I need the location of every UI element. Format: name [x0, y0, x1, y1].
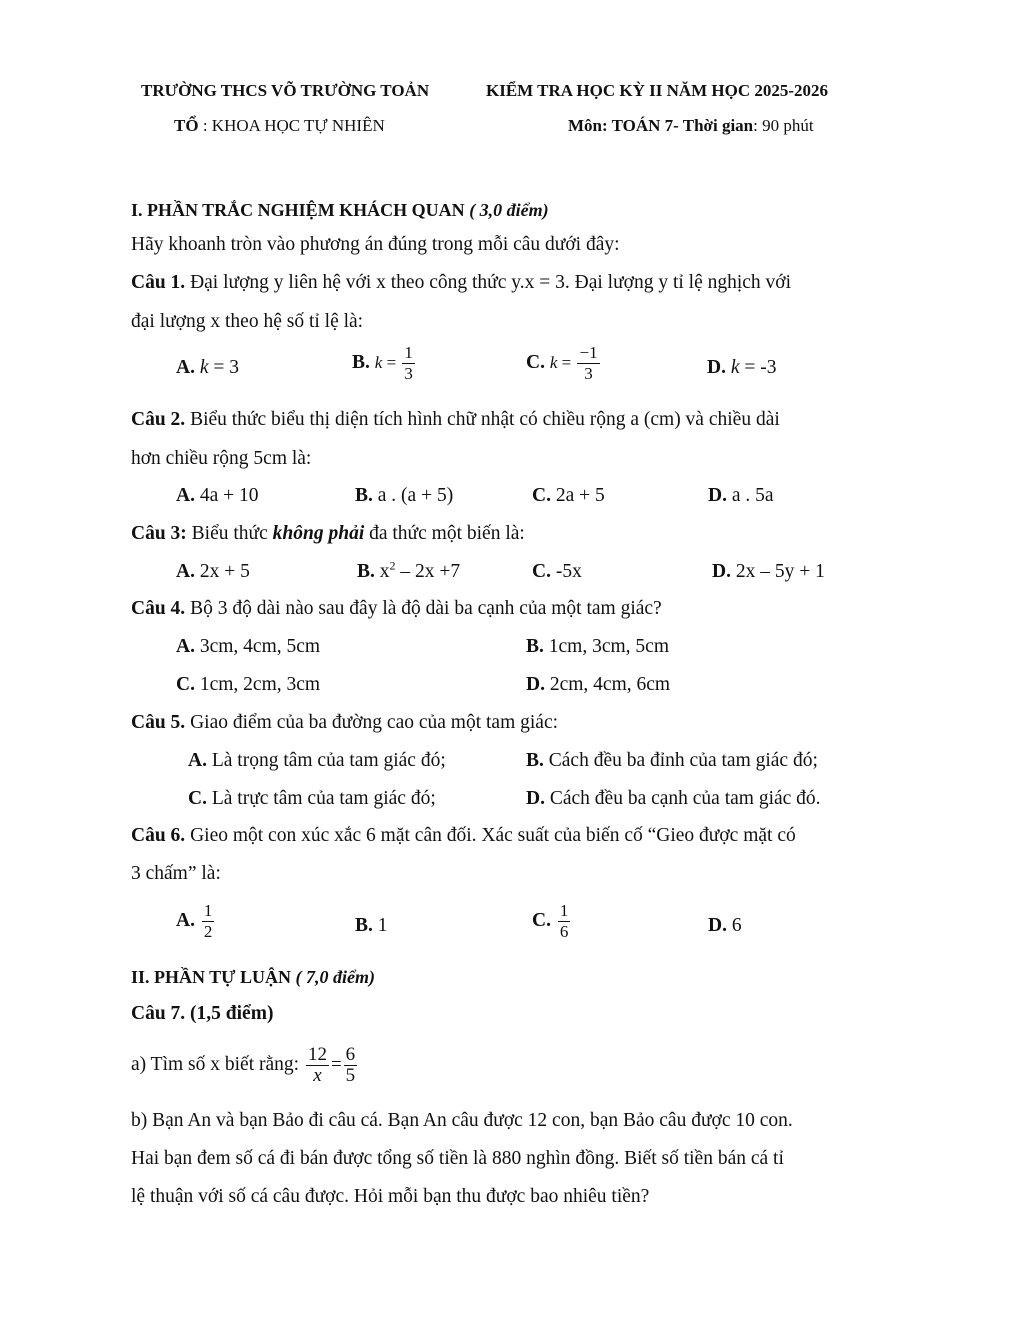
q7-a-equals: =	[330, 1054, 342, 1075]
q2-d-text: a . 5a	[726, 485, 774, 506]
q7-a-fraction-left	[306, 1045, 329, 1086]
q6-a-label: A.	[176, 909, 195, 931]
part2-heading	[131, 964, 375, 990]
q5-text: Giao điểm của ba đường cao của một tam giác:	[185, 712, 559, 733]
q1-b-num: 1	[404, 343, 413, 362]
q1-a-var: k	[199, 357, 209, 378]
q2-option-b	[355, 483, 453, 509]
q3-line	[131, 521, 525, 547]
q7-a-num-left: 12	[307, 1044, 327, 1066]
q5-a-label: A.	[188, 750, 207, 771]
q5-b-label: B.	[526, 750, 544, 771]
q7-a-num-right: 6	[345, 1044, 356, 1066]
q6-d-label: D.	[708, 915, 727, 936]
subject-value: : 90 phút	[753, 116, 814, 135]
q6-option-d	[708, 913, 742, 939]
q5-option-c	[188, 786, 436, 812]
q2-text: Biểu thức biểu thị diện tích hình chữ nhật có chiều rộng a (cm) và chiều dài	[185, 409, 780, 430]
q5-c-label: C.	[188, 788, 207, 809]
q1-option-a	[176, 355, 239, 381]
q5-d-label: D.	[526, 788, 545, 809]
school-name: TRƯỜNG THCS VÕ TRƯỜNG TOẢN	[141, 81, 430, 100]
department-label: TỔ	[174, 116, 199, 135]
q1-a-value: = 3	[208, 357, 239, 378]
q3-emphasis: không phải	[272, 523, 365, 544]
q2-a-label: A.	[176, 485, 195, 506]
q6-text: Gieo một con xúc xắc 6 mặt cân đối. Xác suất của biến cố “Gieo được mặt có	[185, 825, 796, 846]
q3-b-base: x	[374, 561, 390, 582]
q5-b-text: Cách đều ba đỉnh của tam giác đó;	[543, 750, 818, 771]
q5-label: Câu 5.	[131, 712, 186, 733]
part2-title: II. PHẦN TỰ LUẬN	[131, 967, 292, 987]
q1-b-var: k	[374, 352, 383, 372]
subject-line	[568, 113, 814, 139]
q4-option-b	[526, 634, 669, 660]
q1-d-value: = -3	[739, 357, 777, 378]
q1-c-label: C.	[526, 351, 545, 373]
q5-option-b	[526, 748, 818, 774]
q6-c-fraction	[558, 901, 571, 942]
q3-d-label: D.	[712, 561, 731, 582]
q2-line1	[131, 407, 780, 433]
q7-b-line1: b) Bạn An và bạn Bảo đi câu cá. Bạn An câu được 12 con, bạn Bảo câu được 10 con.	[131, 1110, 793, 1131]
q1-c-den: 3	[584, 364, 593, 383]
q2-option-a	[176, 483, 259, 509]
q4-option-c	[176, 672, 320, 698]
q1-b-fraction	[402, 343, 415, 384]
q3-c-text: -5x	[550, 561, 582, 582]
q4-d-text: 2cm, 4cm, 6cm	[544, 674, 671, 695]
q4-d-label: D.	[526, 674, 545, 695]
q2-b-label: B.	[355, 485, 373, 506]
department-line	[174, 113, 385, 139]
q6-option-c	[532, 901, 572, 942]
q2-a-text: 4a + 10	[194, 485, 259, 506]
q3-b-rest: – 2x +7	[395, 561, 461, 582]
q4-b-label: B.	[526, 636, 544, 657]
q4-line	[131, 596, 662, 622]
q1-text: Đại lượng y liên hệ với x theo công thức y.x = 3. Đại lượng y tỉ lệ nghịch với	[185, 272, 792, 293]
q6-a-den: 2	[203, 922, 213, 941]
q4-option-a	[176, 634, 320, 660]
part1-instruction: Hãy khoanh tròn vào phương án đúng trong mỗi câu dưới đây:	[131, 234, 620, 255]
part1-points: ( 3,0 điểm)	[464, 200, 549, 220]
q1-c-eq: =	[557, 352, 576, 372]
part2-points: ( 7,0 điểm)	[291, 967, 375, 987]
q3-b-label: B.	[357, 561, 375, 582]
part1-heading	[131, 197, 549, 223]
q6-c-num: 1	[559, 901, 569, 920]
q7-label: Câu 7. (1,5 điểm)	[131, 1003, 274, 1024]
q5-option-a	[188, 748, 446, 774]
part1-title: I. PHẦN TRẮC NGHIỆM KHÁCH QUAN	[131, 200, 465, 220]
q2-d-label: D.	[708, 485, 727, 506]
q2-label: Câu 2.	[131, 409, 186, 430]
q6-line2: 3 chấm” là:	[131, 863, 221, 884]
q5-a-text: Là trọng tâm của tam giác đó;	[206, 750, 446, 771]
q1-option-b	[352, 343, 417, 384]
q2-option-d	[708, 483, 774, 509]
q3-b-exponent: 2	[389, 558, 396, 573]
q6-c-label: C.	[532, 909, 551, 931]
q3-option-b	[357, 559, 460, 585]
q1-a-label: A.	[176, 357, 195, 378]
q4-option-d	[526, 672, 670, 698]
q3-option-d	[712, 559, 825, 585]
q2-c-label: C.	[532, 485, 551, 506]
q6-d-text: 6	[726, 915, 742, 936]
q3-label: Câu 3:	[131, 523, 187, 544]
q6-option-b	[355, 913, 388, 939]
q5-c-text: Là trực tâm của tam giác đó;	[206, 788, 436, 809]
q7-a-text: a) Tìm số x biết rằng:	[131, 1054, 304, 1075]
q7-a-fraction-right	[344, 1045, 358, 1086]
q3-d-text: 2x – 5y + 1	[730, 561, 825, 582]
q1-label: Câu 1.	[131, 272, 186, 293]
q3-c-label: C.	[532, 561, 551, 582]
q3-text-post: đa thức một biến là:	[364, 523, 525, 544]
q4-a-label: A.	[176, 636, 195, 657]
q1-b-label: B.	[352, 351, 370, 373]
q5-option-d	[526, 786, 821, 812]
q4-b-text: 1cm, 3cm, 5cm	[543, 636, 669, 657]
q1-option-c	[526, 343, 602, 384]
q1-line1	[131, 270, 791, 296]
subject-label: Môn: TOÁN 7- Thời gian	[568, 116, 754, 135]
q3-option-a	[176, 559, 250, 585]
q6-line1	[131, 823, 796, 849]
q6-b-text: 1	[372, 915, 388, 936]
q2-line2: hơn chiều rộng 5cm là:	[131, 448, 312, 469]
q6-a-fraction	[202, 901, 215, 942]
q6-a-num: 1	[203, 901, 213, 920]
q3-a-label: A.	[176, 561, 195, 582]
q4-label: Câu 4.	[131, 598, 186, 619]
q6-option-a	[176, 901, 216, 942]
q1-c-var: k	[549, 352, 558, 372]
q6-c-den: 6	[559, 922, 569, 941]
q3-text-pre: Biểu thức	[186, 523, 273, 544]
q7-part-a	[131, 1040, 359, 1090]
q2-c-text: 2a + 5	[550, 485, 605, 506]
exam-title: KIỂM TRA HỌC KỲ II NĂM HỌC 2025-2026	[486, 81, 829, 100]
q1-d-var: k	[730, 357, 740, 378]
department-value: : KHOA HỌC TỰ NHIÊN	[198, 116, 385, 135]
q1-b-den: 3	[404, 364, 413, 383]
q2-b-text: a . (a + 5)	[372, 485, 454, 506]
q2-option-c	[532, 483, 605, 509]
q1-line2: đại lượng x theo hệ số tỉ lệ là:	[131, 311, 364, 332]
q5-line	[131, 710, 558, 736]
q4-text: Bộ 3 độ dài nào sau đây là độ dài ba cạnh của một tam giác?	[185, 598, 662, 619]
q6-b-label: B.	[355, 915, 373, 936]
q1-c-fraction	[577, 343, 599, 384]
q1-d-label: D.	[707, 357, 726, 378]
q3-option-c	[532, 559, 582, 585]
q5-d-text: Cách đều ba cạnh của tam giác đó.	[544, 788, 821, 809]
q3-a-text: 2x + 5	[194, 561, 250, 582]
q7-a-den-left: x	[313, 1065, 322, 1087]
q7-b-line2: Hai bạn đem số cá đi bán được tổng số tiền là 880 nghìn đồng. Biết số tiền bán cá tỉ	[131, 1148, 784, 1169]
q4-a-text: 3cm, 4cm, 5cm	[194, 636, 321, 657]
q6-label: Câu 6.	[131, 825, 186, 846]
q7-a-den-right: 5	[345, 1065, 356, 1087]
q4-c-label: C.	[176, 674, 195, 695]
q4-c-text: 1cm, 2cm, 3cm	[194, 674, 321, 695]
q1-b-eq: =	[382, 352, 401, 372]
q1-option-d	[707, 355, 777, 381]
q7-b-line3: lệ thuận với số cá câu được. Hỏi mỗi bạn thu được bao nhiêu tiền?	[131, 1186, 650, 1207]
q1-c-num: −1	[579, 343, 598, 362]
